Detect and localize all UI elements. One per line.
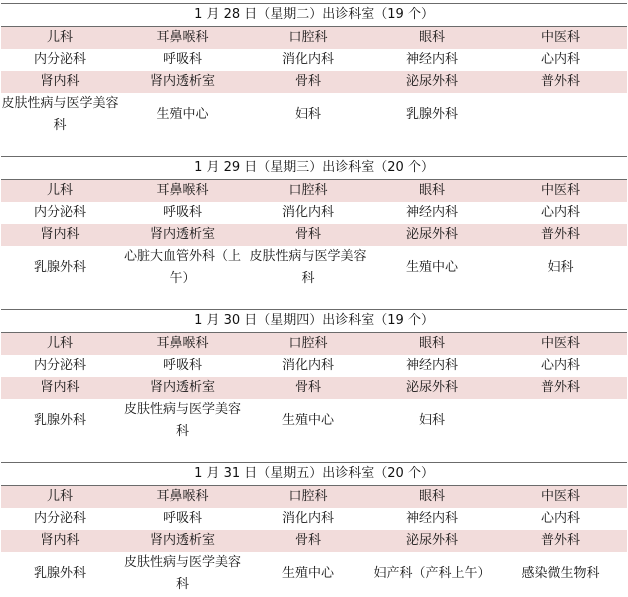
table-row xyxy=(1,552,627,596)
department-cell: 神经内科 xyxy=(405,358,458,373)
table-row xyxy=(1,49,627,71)
department-cell: 儿科 xyxy=(1,27,119,50)
department-cell: 肾内透析室 xyxy=(119,530,246,552)
department-cell: 妇科 xyxy=(294,107,321,122)
department-cell: 口腔科 xyxy=(246,333,370,356)
department-cell: 口腔科 xyxy=(246,180,370,203)
department-cell: 肾内透析室 xyxy=(119,377,246,399)
department-cell: 消化内科 xyxy=(281,205,334,220)
department-cell: 内分泌科 xyxy=(33,358,86,373)
department-cell: 骨科 xyxy=(246,71,370,93)
department-cell: 心脏大血管外科（上午） xyxy=(123,249,241,286)
department-cell: 眼科 xyxy=(370,333,494,356)
department-cell: 肾内透析室 xyxy=(119,71,246,93)
department-cell: 感染微生物科 xyxy=(521,566,600,581)
department-cell: 普外科 xyxy=(494,71,627,93)
day-title: 1 月 30 日（星期四）出诊科室（19 个） xyxy=(1,310,627,333)
department-cell: 泌尿外科 xyxy=(370,377,494,399)
department-cell: 儿科 xyxy=(1,486,119,509)
department-cell: 心内科 xyxy=(541,205,581,220)
department-cell: 中医科 xyxy=(494,27,627,50)
department-cell: 皮肤性病与医学美容科 xyxy=(123,402,241,439)
department-cell: 普外科 xyxy=(494,530,627,552)
department-cell: 泌尿外科 xyxy=(370,71,494,93)
department-cell: 普外科 xyxy=(494,377,627,399)
department-cell: 肾内透析室 xyxy=(119,224,246,246)
department-cell: 内分泌科 xyxy=(33,52,86,67)
department-cell: 乳腺外科 xyxy=(405,107,458,122)
table-row xyxy=(1,224,627,246)
table-row xyxy=(1,508,627,530)
department-cell: 耳鼻喉科 xyxy=(119,180,246,203)
department-cell: 肾内科 xyxy=(1,71,119,93)
department-cell: 中医科 xyxy=(494,180,627,203)
department-cell: 眼科 xyxy=(370,180,494,203)
department-cell: 肾内科 xyxy=(1,377,119,399)
department-cell: 心内科 xyxy=(541,511,581,526)
department-cell: 眼科 xyxy=(370,486,494,509)
department-cell: 内分泌科 xyxy=(33,511,86,526)
department-cell: 生殖中心 xyxy=(156,107,209,122)
table-row xyxy=(1,27,627,50)
table-row xyxy=(1,377,627,399)
department-cell: 中医科 xyxy=(494,486,627,509)
department-cell: 口腔科 xyxy=(246,486,370,509)
day-block-1 xyxy=(1,3,627,137)
department-cell: 消化内科 xyxy=(281,358,334,373)
department-cell: 皮肤性病与医学美容科 xyxy=(123,555,241,592)
day-table-1 xyxy=(1,3,627,137)
department-cell: 呼吸科 xyxy=(162,205,202,220)
department-cell: 呼吸科 xyxy=(162,511,202,526)
day-block-4 xyxy=(1,462,627,596)
day-title: 1 月 28 日（星期二）出诊科室（19 个） xyxy=(1,4,627,27)
department-cell: 乳腺外科 xyxy=(33,260,86,275)
department-cell: 内分泌科 xyxy=(33,205,86,220)
department-cell: 神经内科 xyxy=(405,52,458,67)
table-row xyxy=(1,246,627,290)
department-cell: 骨科 xyxy=(246,377,370,399)
department-cell: 生殖中心 xyxy=(281,413,334,428)
day-title: 1 月 31 日（星期五）出诊科室（20 个） xyxy=(1,463,627,486)
department-cell: 普外科 xyxy=(494,224,627,246)
department-cell: 神经内科 xyxy=(405,205,458,220)
department-cell: 骨科 xyxy=(246,530,370,552)
department-cell: 中医科 xyxy=(494,333,627,356)
table-row xyxy=(1,333,627,356)
department-cell: 皮肤性病与医学美容科 xyxy=(1,96,119,133)
department-cell: 乳腺外科 xyxy=(33,566,86,581)
department-cell: 消化内科 xyxy=(281,52,334,67)
table-row xyxy=(1,202,627,224)
department-cell: 呼吸科 xyxy=(162,52,202,67)
day-table-2 xyxy=(1,156,627,290)
department-cell: 口腔科 xyxy=(246,27,370,50)
day-table-4 xyxy=(1,462,627,596)
table-row xyxy=(1,355,627,377)
day-title: 1 月 29 日（星期三）出诊科室（20 个） xyxy=(1,157,627,180)
department-cell: 妇产科（产科上午） xyxy=(373,566,491,581)
department-cell: 消化内科 xyxy=(281,511,334,526)
department-cell: 生殖中心 xyxy=(281,566,334,581)
department-cell: 耳鼻喉科 xyxy=(119,27,246,50)
department-cell: 泌尿外科 xyxy=(370,530,494,552)
department-cell: 乳腺外科 xyxy=(33,413,86,428)
department-cell: 耳鼻喉科 xyxy=(119,486,246,509)
department-cell: 妇科 xyxy=(547,260,574,275)
table-row xyxy=(1,93,627,137)
department-cell: 心内科 xyxy=(541,358,581,373)
department-cell: 耳鼻喉科 xyxy=(119,333,246,356)
department-cell: 肾内科 xyxy=(1,224,119,246)
day-block-2 xyxy=(1,156,627,290)
day-block-3 xyxy=(1,309,627,443)
department-cell: 生殖中心 xyxy=(405,260,458,275)
department-cell: 骨科 xyxy=(246,224,370,246)
department-cell: 眼科 xyxy=(370,27,494,50)
department-cell: 儿科 xyxy=(1,180,119,203)
table-row xyxy=(1,486,627,509)
table-row xyxy=(1,399,627,443)
table-row xyxy=(1,180,627,203)
department-cell: 神经内科 xyxy=(405,511,458,526)
department-cell: 泌尿外科 xyxy=(370,224,494,246)
department-cell: 心内科 xyxy=(541,52,581,67)
department-cell: 呼吸科 xyxy=(162,358,202,373)
department-cell: 妇科 xyxy=(418,413,445,428)
table-row xyxy=(1,71,627,93)
day-table-3 xyxy=(1,309,627,443)
department-cell: 儿科 xyxy=(1,333,119,356)
department-cell: 皮肤性病与医学美容科 xyxy=(249,249,367,286)
table-row xyxy=(1,530,627,552)
department-cell: 肾内科 xyxy=(1,530,119,552)
